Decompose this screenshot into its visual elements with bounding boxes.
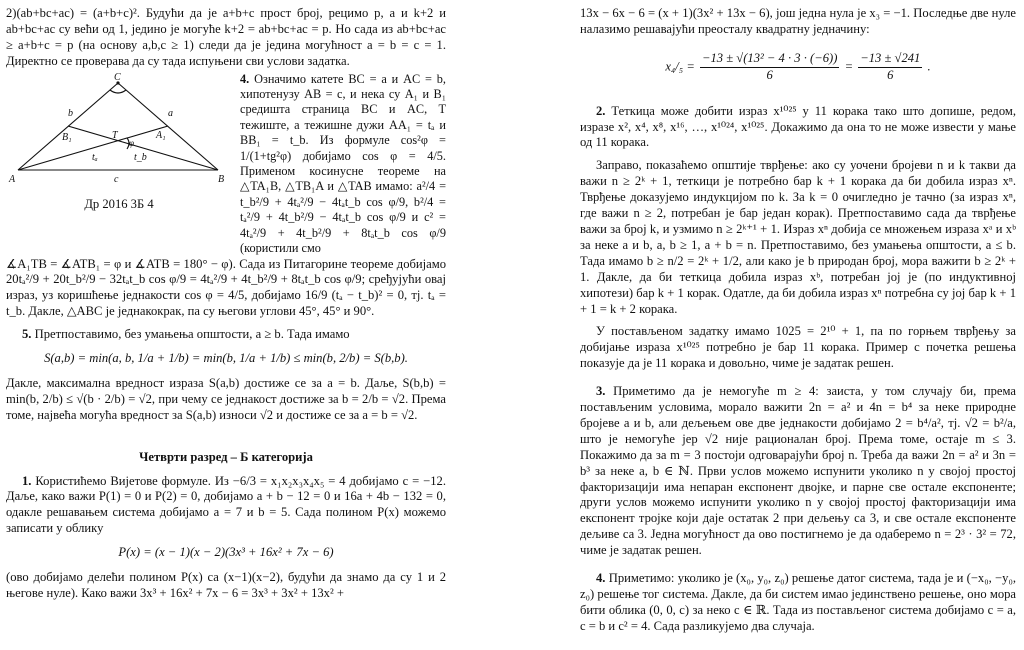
label-median-tb: t_b — [134, 151, 147, 163]
problem-2-number: 2. — [596, 103, 606, 118]
fraction-1-denominator: 6 — [766, 67, 773, 82]
right-angle-mark — [110, 90, 126, 93]
problem-5-conclusion: Дакле, максимална вредност израза S(a,b) достиже се за a = b. Даље, S(b,b) = min(b, 2/b) ≤ √(b · 2/b) = √2, при чему се једнакост достиже за b = 2/b = √2. Према томе, највећа могућа вредност за S(a,b) износи √2 и достиже се за a = b = √2. — [6, 375, 446, 422]
label-angle-phi: φ — [129, 137, 134, 148]
formula-end: . — [927, 59, 931, 74]
problem-1-conclusion: (ово добијамо делећи полином P(x) са (x−1)(x−2), будући да знамо да су 1 и 2 његове нуле). Како важи 3x³ + 16x² + 7x − 6 = 3x³ + 3x² + 13x² + — [6, 570, 446, 600]
problem-4b-number: 4. — [596, 571, 606, 586]
fraction-2-numerator: −13 ± √241 — [858, 51, 922, 68]
right-column — [580, 6, 1016, 635]
problem-1-paragraph — [6, 474, 446, 538]
problem-1-number: 1. — [22, 473, 32, 488]
triangle-figure — [6, 72, 232, 257]
problem-4b-text: Приметимо: уколико је (x₀, y₀, z₀) решење датог система, тада је и (−x₀, −y₀, z₀) решење тог система. Дакле, да би систем имао јединствено решење, оно мора бити облика (0, 0, c) за неко c ∈ ℝ. Тада из постављеног система добијамо c = a, c = b и c² = 4. Сада разликујемо два случаја. — [580, 571, 1016, 633]
problem-4b-paragraph — [580, 571, 1016, 635]
fraction-2-denominator: 6 — [887, 67, 894, 82]
label-side-b: b — [68, 107, 73, 119]
problem-4-continuation: ∡A₁TB = ∡ATB₁ = φ и ∡ATB = 180° − φ). Сада из Питагорине теореме добијамо 20tₐ²/9 + 20t_b²/9 − 32tₐt_b cos φ/9 = 4tₐ²/9 + 4t_b²/9 + 8tₐt_b cos φ/9; сређујући овај израз, уз коришћење једнакости cos φ = 4/5, добијамо 16/9 (tₐ − t_b)² = 0, тј. tₐ = t_b. Дакле, △ABC је једнакокрак, па су његови углови 45°, 45° и 90°. — [6, 256, 446, 319]
problem-3-number: 3. — [596, 384, 606, 399]
left-column — [6, 6, 446, 602]
label-vertex-a: A — [9, 173, 16, 185]
problem-4-block — [6, 72, 446, 257]
problem-5-formula: S(a,b) = min(a, b, 1/a + 1/b) = min(b, 1/a + 1/b) ≤ min(b, 2/b) = S(b,b). — [44, 351, 408, 366]
formula-lhs: x₄/₅ = — [665, 59, 695, 74]
figure-caption: Др 2016 3Б 4 — [84, 196, 154, 211]
triangle-diagram — [6, 72, 232, 192]
intro-paragraph: 2)(ab+bc+ac) = (a+b+c)². Будући да је a+b+c прост број, рецимо p, а и k+2 и ab+bc+ac су већи од 1, једино је могуће k+2 = ab+bc+ac = p. Но сада из ab+bc+ac ≥ a+b+c = p (на основу a,b,c ≥ 1) следи да је једина могућност a = b = c = 1. Директно се проверава да су тада испуњени сви услови задатка. — [6, 6, 446, 68]
label-point-a1: A₁ — [156, 129, 166, 141]
problem-1-continuation: 13x − 6x − 6 = (x + 1)(3x² + 13x − 6), још једна нула је x₃ = −1. Последње две нуле налазимо решавајући преосталу квадратну једначину: — [580, 6, 1016, 36]
label-vertex-b: B — [218, 173, 225, 185]
problem-1-formula: P(x) = (x − 1)(x − 2)(3x³ + 16x² + 7x − 6) — [118, 545, 334, 560]
problem-5-number: 5. — [22, 327, 32, 342]
problem-2-paragraph — [580, 104, 1016, 152]
formula-fraction-1 — [700, 51, 839, 84]
problem-3-text: Приметимо да је немогуће m ≥ 4: заиста, у том случају би, према постављеним условима, морало важити 2n = a² и 4n = b⁴ за неке природне бројеве a и b, али дељењем ове две једнакости добијамо 2 = b⁴/a², тј. √2 = b²/a, што је немогуће јер √2 није рационалан број. Према томе, остаје m ≤ 3. Покажимо да за m = 3 постоји одговарајући број n. Треба да важи 2n = a² и 3n = b³ за неке a, b ∈ ℕ. Први услов можемо испунити уколико n у својој простој факторизацији има непаран експонент двојке, и парне све остале експоненте; други услов можемо испунити уколико n у својој простој факторизацији има експонент тројке који даје остатак 2 при дељењу са 3, и све остале експоненте дељиве са 3. Једна могућност да ово постигнемо је да одаберемо n = 2³ · 3² = 72, чиме је задатак решен. — [580, 384, 1016, 558]
problem-1-text: Користићемо Вијетове формуле. Из −6/3 = x₁x₂x₃x₄x₅ = 4 добијамо c = −12. Даље, како важи P(1) = 0 и P(2) = 0, добијамо a + b − 12 = 0 и 16a + 4b − 132 = 0, одакле решавањем система добијамо a = 7 и b = 5. Сада полином P(x) можемо записати у облику — [6, 473, 446, 536]
formula-fraction-2 — [858, 51, 922, 84]
label-side-c: c — [114, 173, 119, 185]
label-centroid-t: T — [112, 129, 118, 141]
problem-4-body: Означимо катете BC = a и AC = b, хипотенузу AB = c, и нека су A₁ и B₁ средишта страница BC и AC, T тежиште, а тежишне дужи AA₁ = tₐ и BB₁ = t_b. Из формуле cos²φ = 1/(1+tg²φ) добијамо cos φ = 4/5. Применом косинусне теореме на △TA₁B, △TB₁A и △TAB имамо: a²/4 = t_b²/9 + 4tₐ²/9 − 4tₐt_b cos φ/9, b²/4 = tₐ²/9 + 4t_b²/9 − 4tₐt_b cos φ/9 и c² = 4tₐ²/9 + 4t_b²/9 + 8tₐt_b cos φ/9 (користили смо — [240, 71, 446, 256]
problem-2-conclusion: У постављеном задатку имамо 1025 = 2¹⁰ + 1, па по горњем тврђењу за добијање израза x¹⁰²⁵ потребно је бар 11 корака. Пример с почетка решења показује да је 11 корака и довољно, чиме је задатак решен. — [580, 324, 1016, 371]
problem-3-paragraph — [580, 384, 1016, 559]
median-aa1 — [18, 126, 168, 170]
label-median-ta: tₐ — [92, 151, 98, 163]
problem-4-number: 4. — [240, 71, 250, 86]
problem-5-paragraph — [6, 327, 446, 343]
problem-4-text — [232, 72, 446, 257]
problem-5-text: Претпоставимо, без умањења општости, a ≥ b. Тада имамо — [34, 327, 350, 342]
quadratic-formula — [580, 51, 1016, 84]
label-vertex-c: C — [114, 71, 121, 83]
label-point-b1: B₁ — [62, 131, 72, 143]
problem-2-proof: Заправо, показаћемо општије тврђење: ако су уочени бројеви n и k такви да важи n ≥ 2ᵏ + 1, теткици је потребно бар k + 1 корака да би добила израз xⁿ. Тврђење доказујемо индукцијом по k. За k = 0 очигледно је тачно (за израз xⁿ, где важи n ≥ 2, потребан је бар један корак). Претпоставимо сада да тврђење важи за број k, и узмимо n ≥ 2ᵏ⁺¹ + 1. Израз xⁿ добија се множењем израза xᵃ и xᵇ за неке a и b, a, b ≥ 1, a + b = n. Претпоставимо, без умањења општости, a ≤ b. Тада имамо b ≥ n/2 = 2ᵏ + 1/2, али како је b природан број, мора важити b ≥ 2ᵏ + 1. Дакле, да би теткица добила израз xᵇ, потребан јој је (по индуктивној хипотези) бар k + 1 корак. Одатле, да би добила израз xⁿ потребна су јој бар k + 1 + 1 = k + 2 корака. — [580, 158, 1016, 316]
section-heading: Четврти разред – Б категорија — [139, 449, 313, 464]
median-bb1 — [68, 126, 218, 170]
formula-equals: = — [844, 59, 854, 74]
label-side-a: a — [168, 107, 173, 119]
problem-2-text: Теткица може добити израз x¹⁰²⁵ у 11 корака тако што допише, редом, изразе x², x⁴, x⁸, x¹⁶, …, x¹⁰²⁴, x¹⁰²⁵. Докажимо да она то не може извести у мање од 11 корака. — [580, 103, 1016, 150]
fraction-1-numerator: −13 ± √(13² − 4 · 3 · (−6)) — [700, 51, 839, 68]
